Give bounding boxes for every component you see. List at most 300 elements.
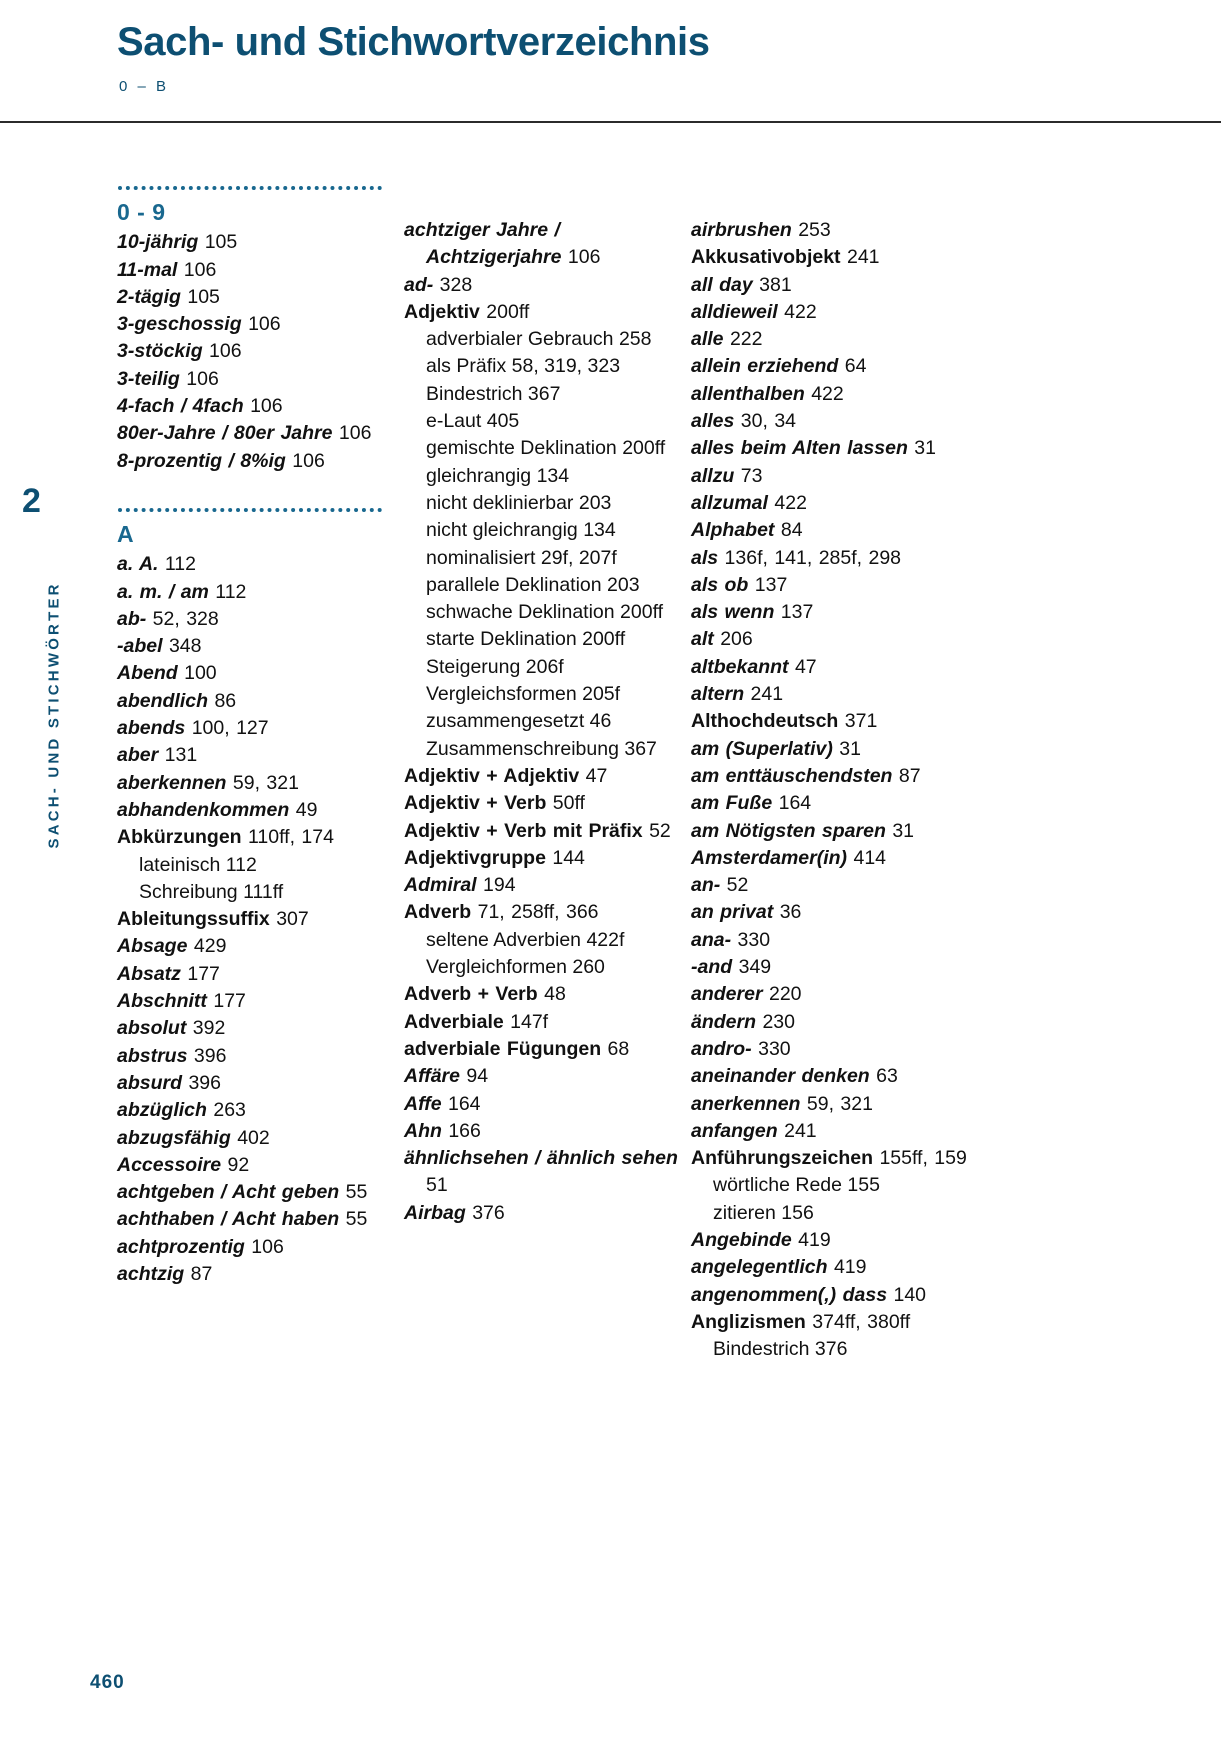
index-entry-pages: 131 [164,744,198,767]
index-entry-term: all day [691,273,753,296]
index-entry-term: Ahn [404,1119,442,1142]
index-entry-pages: 136f, 141, 285f, 298 [724,546,902,569]
index-entry-term: an privat [691,901,774,924]
index-entry [117,715,404,742]
index-entry-pages: 100 [184,662,217,685]
index-entry-term: ab- [117,607,147,630]
index-entry-pages: 140 [893,1283,927,1306]
index-sub-entry-term: adverbialer Gebrauch [426,328,614,351]
index-sub-entry [404,654,691,681]
index-entry-pages: 55 [345,1181,368,1204]
index-entry-pages: 106 [248,313,281,336]
index-entry [691,1309,1001,1336]
index-entry-term: andro- [691,1037,752,1060]
index-sub-entry-pages: 200ff [620,601,664,624]
index-entry-term: Anführungszeichen [691,1147,874,1170]
index-entry-pages: 349 [738,956,772,979]
index-entry [117,688,404,715]
index-sub-entry [117,879,404,906]
index-entry-term: achtgeben / Acht geben [117,1181,340,1204]
index-sub-entry [404,435,691,462]
index-entry [691,545,1001,572]
index-entry-pages: 52, 328 [152,607,219,630]
index-entry-term: aber [117,744,159,767]
page-subtitle-range: 0 – B [119,78,170,95]
index-entry-term: altbekannt [691,655,789,678]
index-entry-term: 8-prozentig / 8%ig [117,449,286,472]
index-entry-pages: 52 [649,819,671,842]
index-entry-pages: 222 [729,328,763,351]
index-entry-pages: 59, 321 [232,771,299,794]
index-entry-term: 3-geschossig [117,313,242,336]
index-entry-term: Absage [117,935,188,958]
page-header [0,0,1221,122]
index-entry-term: Adjektiv [404,300,480,323]
index-entry [691,708,1001,735]
index-entry-term: alldieweil [691,300,778,323]
index-entry-pages: 49 [295,798,318,821]
index-entry-term: anfangen [691,1119,778,1142]
index-entry-term: achtziger Jahre / Achtzigerjahre [404,219,562,269]
index-entry [404,217,691,272]
index-entry [117,906,404,933]
index-entry-term: Affäre [404,1065,460,1088]
index-entry-pages: 106 [251,1235,284,1258]
index-entry-term: allzu [691,464,735,487]
index-sub-entry [404,381,691,408]
index-entry-pages: 48 [544,983,566,1006]
index-entry-pages: 55 [345,1208,368,1231]
index-entry [404,299,691,326]
index-sub-entry-term: Vergleichsformen [426,683,577,706]
index-entry [691,326,1001,353]
index-entry-pages: 84 [780,519,803,542]
index-entry-term: alles beim Alten lassen [691,437,908,460]
section-letter-heading: A [117,520,135,547]
index-entry-term: aberkennen [117,771,227,794]
index-entry [117,420,404,447]
column-top-spacer [691,186,1001,217]
index-sub-entry-pages: 200ff [622,437,666,460]
index-sub-entry-pages: 29f, 207f [540,546,617,569]
index-entry-term: Abend [117,662,178,685]
index-entry-term: abzugsfähig [117,1126,231,1149]
index-entry-pages: 31 [839,737,861,760]
index-entry-pages: 106 [292,449,325,472]
index-sub-entry-pages: 206f [525,655,564,678]
index-entry-pages: 47 [585,764,608,787]
index-entry [117,961,404,988]
index-entry-term: alles [691,410,735,433]
index-entry-pages: 307 [276,908,309,931]
index-entry-term: 3-stöckig [117,340,203,363]
index-entry-term: als [691,546,719,569]
index-entry-term: absolut [117,1017,187,1040]
index-entry-pages: 51 [426,1174,448,1197]
index-sub-entry-term: schwache Deklination [426,601,615,624]
index-entry-term: ändern [691,1010,757,1033]
index-entry [691,981,1001,1008]
index-entry-pages: 253 [798,219,831,241]
index-sub-entry [404,681,691,708]
index-entry [404,1063,691,1090]
index-entry [117,284,404,311]
index-entry [117,1261,404,1288]
index-entry-pages: 137 [780,601,814,624]
index-entry-pages: 241 [750,683,784,706]
index-entry-term: alt [691,628,714,651]
index-entry-term: Accessoire [117,1153,222,1176]
index-entry-pages: 64 [844,355,867,378]
index-entry [117,257,404,284]
index-sub-entry-pages: 367 [527,382,561,405]
index-sub-entry-term: parallele Deklination [426,573,602,596]
index-entry-pages: 402 [237,1126,270,1149]
index-entry-term: absurd [117,1071,183,1094]
index-entry-term: 2-tägig [117,285,181,308]
index-entry-term: 11-mal [117,258,178,281]
index-entry [691,845,1001,872]
index-entry-term: Akkusativobjekt [691,246,841,269]
index-entry [117,633,404,660]
index-entry-term: Affe [404,1092,442,1115]
index-entry [691,299,1001,326]
index-sub-entry-pages: 376 [814,1338,848,1361]
index-entry-pages: 230 [762,1010,795,1033]
index-sub-entry-pages: 260 [572,956,605,979]
index-entry-term: anerkennen [691,1092,801,1115]
index-entry-pages: 105 [187,285,220,308]
index-entry [404,790,691,817]
index-entry-pages: 177 [187,962,220,985]
index-sub-entry [404,572,691,599]
index-sub-entry-pages: 58, 319, 323 [511,355,621,378]
index-entry-pages: 164 [447,1092,481,1115]
index-sub-entry-pages: 405 [486,410,520,433]
index-entry [691,490,1001,517]
index-entry-pages: 73 [740,464,763,487]
index-entry-term: abendlich [117,689,209,712]
index-entry-term: a. m. / am [117,580,209,603]
index-entry-pages: 220 [768,983,802,1006]
index-entry-pages: 86 [214,689,237,712]
column-top-spacer [404,186,691,217]
index-entry-term: ähnlichsehen / ähnlich sehen [404,1147,678,1170]
index-entry [691,899,1001,926]
index-entry-pages: 63 [876,1065,898,1088]
index-sub-entry-term: seltene Adverbien [426,928,582,951]
index-entry [691,927,1001,954]
index-sub-entry-pages: 258 [618,328,652,351]
index-entry-term: Adjektiv + Verb mit Präfix [404,819,643,842]
index-entry [117,797,404,824]
index-entry [691,1227,1001,1254]
index-sub-entry-pages: 205f [582,683,621,706]
index-entry-term: abends [117,717,186,740]
index-entry [691,517,1001,544]
index-entry-term: adverbiale Fügungen [404,1037,602,1060]
index-sub-entry [404,954,691,981]
index-entry [691,763,1001,790]
index-sub-entry-pages: 134 [536,464,570,487]
index-entry-term: abstrus [117,1044,188,1067]
index-entry-pages: 328 [439,273,473,296]
index-entry-pages: 200ff [486,300,530,323]
index-entry [117,660,404,687]
index-entry [117,366,404,393]
index-entry-term: abzüglich [117,1099,207,1122]
index-entry-term: airbrushen [691,219,792,241]
index-entry-pages: 422 [811,382,844,405]
index-sub-entry [691,1336,1001,1363]
index-entry-pages: 376 [472,1201,505,1224]
index-entry [117,824,404,851]
index-entry-term: Abschnitt [117,990,207,1013]
index-entry [404,899,691,926]
index-entry [691,954,1001,981]
index-entry-pages: 348 [168,635,202,658]
index-column [404,186,691,1363]
index-entry-term: als wenn [691,601,775,624]
page-title: Sach- und Stichwortverzeichnis [117,20,710,64]
index-entry [691,790,1001,817]
index-entry [691,408,1001,435]
index-entry-term: als ob [691,573,749,596]
index-entry-pages: 371 [844,710,878,733]
index-entry [117,393,404,420]
index-sub-entry [404,353,691,380]
index-entry-term: Airbag [404,1201,466,1224]
index-entry [691,463,1001,490]
index-entry-term: allein erziehend [691,355,839,378]
index-entry-pages: 68 [607,1037,630,1060]
index-entry [404,1091,691,1118]
index-sub-entry-term: Bindestrich [426,382,523,405]
index-entry-term: am Fuße [691,792,773,815]
index-entry [691,736,1001,763]
index-entry-pages: 396 [188,1071,221,1094]
index-entry-pages: 106 [183,258,217,281]
index-sub-entry [691,1172,1001,1199]
index-sub-entry-pages: 156 [781,1201,814,1224]
index-entry-pages: 31 [914,437,936,460]
index-sub-entry [404,326,691,353]
index-entry-pages: 100, 127 [191,717,269,740]
index-entry [404,872,691,899]
index-sub-entry-term: nicht gleichrangig [426,519,578,542]
index-sub-entry-pages: 112 [225,853,257,876]
index-columns-container [117,186,1117,1363]
index-entry-pages: 396 [193,1044,227,1067]
index-sub-entry-term: Steigerung [426,655,521,678]
index-sub-entry [117,852,404,879]
index-entry [691,1063,1001,1090]
index-entry-term: Adverb [404,901,472,924]
index-entry [691,1009,1001,1036]
section-dotted-rule [118,508,382,512]
index-entry [117,311,404,338]
header-divider-rule [0,121,1221,123]
index-entry-pages: 422 [784,300,817,323]
chapter-margin-tab [0,470,70,890]
index-entry [404,272,691,299]
index-entry-term: alle [691,328,724,351]
section-dotted-rule [118,186,382,190]
index-sub-entry-term: Schreibung [139,880,238,903]
index-entry-pages: 30, 34 [740,410,797,433]
index-entry-pages: 381 [759,273,792,296]
index-entry-pages: 112 [215,580,247,603]
index-entry-pages: 241 [846,246,880,269]
index-entry [404,845,691,872]
index-sub-entry-pages: 203 [578,491,612,514]
index-sub-entry-term: starte Deklination [426,628,577,651]
index-sub-entry-pages: 155 [847,1174,880,1197]
index-sub-entry-term: Zusammenschreibung [426,737,619,760]
index-entry-pages: 87 [898,764,921,787]
index-entry [117,448,404,475]
index-entry-term: -and [691,956,733,979]
index-entry-term: aneinander denken [691,1065,870,1088]
index-entry-pages: 110ff, 174 [248,826,334,849]
index-entry-pages: 330 [758,1037,791,1060]
index-entry [404,763,691,790]
index-entry [404,981,691,1008]
index-entry [691,681,1001,708]
index-entry-pages: 112 [164,553,196,576]
index-entry [117,579,404,606]
index-entry-pages: 429 [193,935,227,958]
index-entry [117,1097,404,1124]
index-entry [691,572,1001,599]
index-sub-entry-pages: 134 [583,519,616,542]
index-sub-entry-term: gleichrangig [426,464,532,487]
index-entry [117,1015,404,1042]
index-entry [691,872,1001,899]
index-entry-pages: 414 [853,846,887,869]
index-entry-term: 10-jährig [117,231,199,254]
index-entry [691,217,1001,244]
index-entry-pages: 144 [552,846,585,869]
index-entry [691,1118,1001,1145]
index-entry-term: achthaben / Acht haben [117,1208,340,1231]
index-entry-pages: 206 [720,628,753,651]
index-entry [117,551,404,578]
index-sub-entry-term: nicht deklinierbar [426,491,574,514]
index-entry-term: Ableitungssuffix [117,908,270,931]
index-entry [117,742,404,769]
index-entry [404,1200,691,1227]
index-entry-term: 4-fach / 4fach [117,395,244,418]
index-entry-term: Amsterdamer(in) [691,846,848,869]
index-sub-entry-pages: 111ff [243,880,284,903]
index-entry-pages: 31 [892,819,915,842]
index-entry-pages: 263 [213,1099,246,1122]
index-entry-term: ad- [404,273,434,296]
index-entry-term: Adjektiv + Adjektiv [404,764,580,787]
index-entry [691,381,1001,408]
index-entry [691,818,1001,845]
index-sub-entry-term: als Präfix [426,355,507,378]
index-sub-entry-pages: 367 [624,737,657,760]
index-entry [691,1254,1001,1281]
index-sub-entry-pages: 422f [586,928,625,951]
index-entry-term: Alphabet [691,519,775,542]
index-entry [691,272,1001,299]
index-entry [691,1282,1001,1309]
index-entry-pages: 106 [567,246,601,269]
index-sub-entry-term: lateinisch [139,853,221,876]
index-entry-pages: 87 [190,1262,213,1285]
index-entry-pages: 419 [798,1228,831,1251]
index-entry-pages: 106 [209,340,242,363]
index-entry-pages: 241 [784,1119,817,1142]
index-entry [117,988,404,1015]
index-sub-entry-pages: 46 [589,710,612,733]
index-entry-term: achtprozentig [117,1235,245,1258]
index-entry-term: Adjektiv + Verb [404,792,547,815]
index-entry [404,1009,691,1036]
index-entry-pages: 166 [448,1119,481,1142]
index-sub-entry-term: Vergleichformen [426,956,567,979]
index-sub-entry-term: zusammengesetzt [426,710,585,733]
index-entry-term: am enttäuschendsten [691,764,893,787]
index-entry-pages: 94 [466,1065,489,1088]
index-sub-entry-pages: 200ff [582,628,626,651]
index-entry-term: Adverb + Verb [404,983,538,1006]
index-entry-pages: 155ff, 159 [879,1147,967,1170]
section-gap [117,475,404,508]
index-sub-entry [404,463,691,490]
index-entry-term: Absatz [117,962,181,985]
chapter-label-vertical: SACH- UND STICHWÖRTER [45,581,63,849]
index-entry-term: Anglizismen [691,1310,806,1333]
chapter-number: 2 [22,482,41,520]
index-entry-pages: 147f [510,1010,549,1033]
index-entry-term: ana- [691,928,732,951]
index-entry-pages: 105 [204,231,238,254]
index-entry-term: 80er-Jahre / 80er Jahre [117,422,333,445]
index-sub-entry [404,545,691,572]
page-number-footer: 460 [90,1672,125,1693]
index-sub-entry [404,927,691,954]
index-entry [117,1234,404,1261]
index-entry-pages: 374ff, 380ff [812,1310,911,1333]
index-sub-entry [404,708,691,735]
index-entry-pages: 164 [778,792,812,815]
index-entry [404,1145,691,1200]
index-entry [691,353,1001,380]
index-entry-term: allenthalben [691,382,805,405]
index-sub-entry [404,490,691,517]
index-sub-entry [404,517,691,544]
index-entry [117,933,404,960]
index-entry-term: achtzig [117,1262,185,1285]
index-entry [691,1036,1001,1063]
index-entry-pages: 50ff [552,792,585,815]
index-entry [117,1070,404,1097]
index-entry [691,1145,1001,1172]
index-entry-term: allzumal [691,491,768,514]
index-entry [117,1152,404,1179]
index-sub-entry-term: nominalisiert [426,546,536,569]
index-entry-term: Abkürzungen [117,826,242,849]
index-entry [117,1043,404,1070]
index-entry-term: am (Superlativ) [691,737,833,760]
index-sub-entry [404,626,691,653]
index-entry [691,1091,1001,1118]
index-entry [404,818,691,845]
